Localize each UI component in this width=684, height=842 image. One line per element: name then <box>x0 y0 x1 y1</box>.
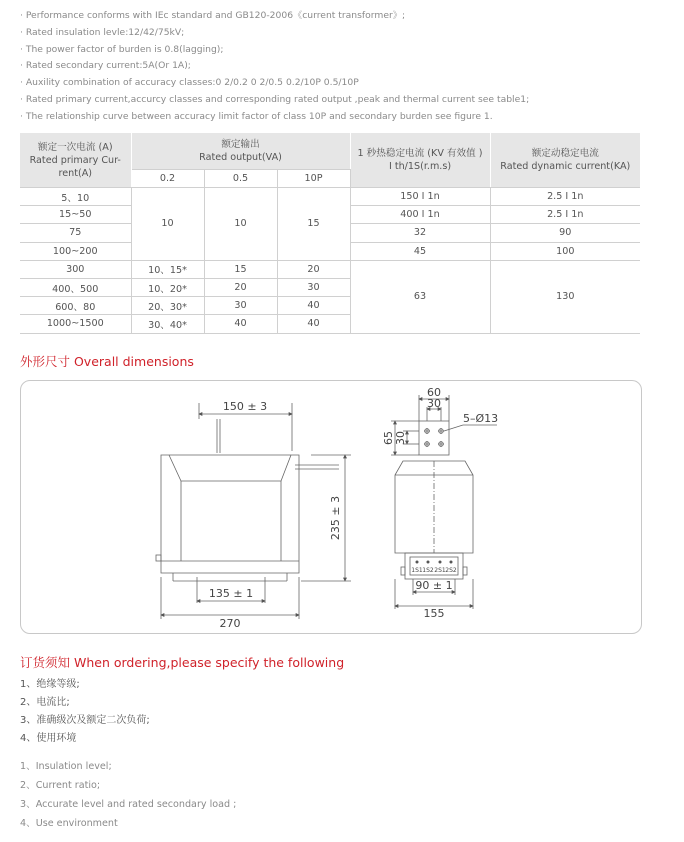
table-row: 5、10 10 10 15 150 I 1n 2.5 I 1n <box>20 188 640 206</box>
dim-235: 235 ± 3 <box>329 495 342 541</box>
front-view <box>156 403 351 619</box>
dim-65: 65 <box>382 431 395 445</box>
order-item-cn: 2、电流比; <box>20 697 70 708</box>
side-view <box>391 395 497 609</box>
dim-150: 150 ± 3 <box>222 400 268 413</box>
header-class-10p: 10P <box>277 170 350 188</box>
secondary-terminals <box>411 561 457 575</box>
terminal-label: 2S2 <box>445 567 457 574</box>
order-list <box>20 676 660 833</box>
order-item-cn: 1、绝缘等级; <box>20 679 80 690</box>
spec-item: · Auxility combination of accuracy classes:0 2/0.2 0 2/0.5 0.2/10P 0.5/10P <box>20 77 359 89</box>
table-row: 1000~1500 30、40* 40 40 <box>20 315 640 333</box>
terminal-label: 2S1 <box>434 567 446 574</box>
table-row: 100~200 45 100 <box>20 242 640 260</box>
spec-item: · Rated secondary current:5A(Or 1A); <box>20 60 191 72</box>
dim-270: 270 <box>219 617 241 630</box>
table-row: 300 10、15* 15 20 63 130 <box>20 260 640 278</box>
order-item-en: 3、Accurate level and rated secondary load ; <box>20 799 237 810</box>
dimensions-title: 外形尺寸 Overall dimensions <box>20 354 194 369</box>
table-row: 600、80 20、30* 30 40 <box>20 297 640 315</box>
spec-item: · The power factor of burden is 0.8(lagging); <box>20 43 224 55</box>
dimension-drawing <box>21 381 641 633</box>
dim-30-side: 30 <box>394 431 407 445</box>
dim-155: 155 <box>423 607 445 620</box>
order-title: 订货须知 When ordering,please specify the following <box>20 655 345 670</box>
spec-item: · The relationship curve between accuracy limit factor of class 10P and secondary burden see figure 1. <box>20 110 493 122</box>
order-item-en: 1、Insulation level; <box>20 761 112 772</box>
table-row: 75 32 90 <box>20 224 640 242</box>
table-row: 400、500 10、20* 20 30 <box>20 278 640 296</box>
order-item-en: 4、Use environment <box>20 818 118 829</box>
dim-90: 90 ± 1 <box>415 579 453 592</box>
header-rated-output: 额定输出 Rated output(VA) <box>131 133 350 170</box>
dimension-drawing-panel <box>20 380 642 634</box>
spec-list <box>20 8 670 126</box>
dim-30-top: 30 <box>427 397 441 410</box>
dim-60: 60 <box>427 386 441 399</box>
order-item-cn: 4、使用环境 <box>20 733 77 744</box>
order-item-cn: 3、准确级次及额定二次负荷; <box>20 715 150 726</box>
spec-item: · Rated primary current,accurcy classes and corresponding rated output ,peak and thermal current see table1; <box>20 93 530 105</box>
header-primary-current: 额定一次电流 (A) Rated primary Cur- rent(A) <box>20 133 131 188</box>
header-class-02: 0.2 <box>131 170 204 188</box>
dim-hole: 5–Ø13 <box>463 412 499 425</box>
spec-item: · Performance conforms with IEc standard and GB120-2006《current transformer》; <box>20 10 406 21</box>
dim-135: 135 ± 1 <box>208 587 254 600</box>
table-row: 15~50 400 I 1n 2.5 I 1n <box>20 206 640 224</box>
order-item-en: 2、Current ratio; <box>20 780 101 791</box>
spec-table <box>20 133 640 334</box>
terminal-label: 1S1 <box>411 567 423 574</box>
header-class-05: 0.5 <box>204 170 277 188</box>
header-thermal-current: 1 秒热稳定电流 (KV 有效值 ) I th/1S(r.m.s) <box>350 133 490 188</box>
header-dynamic-current: 额定动稳定电流 Rated dynamic current(KA) <box>490 133 640 188</box>
spec-item: · Rated insulation levle:12/42/75kV; <box>20 26 185 38</box>
terminal-label: 1S2 <box>422 567 434 574</box>
